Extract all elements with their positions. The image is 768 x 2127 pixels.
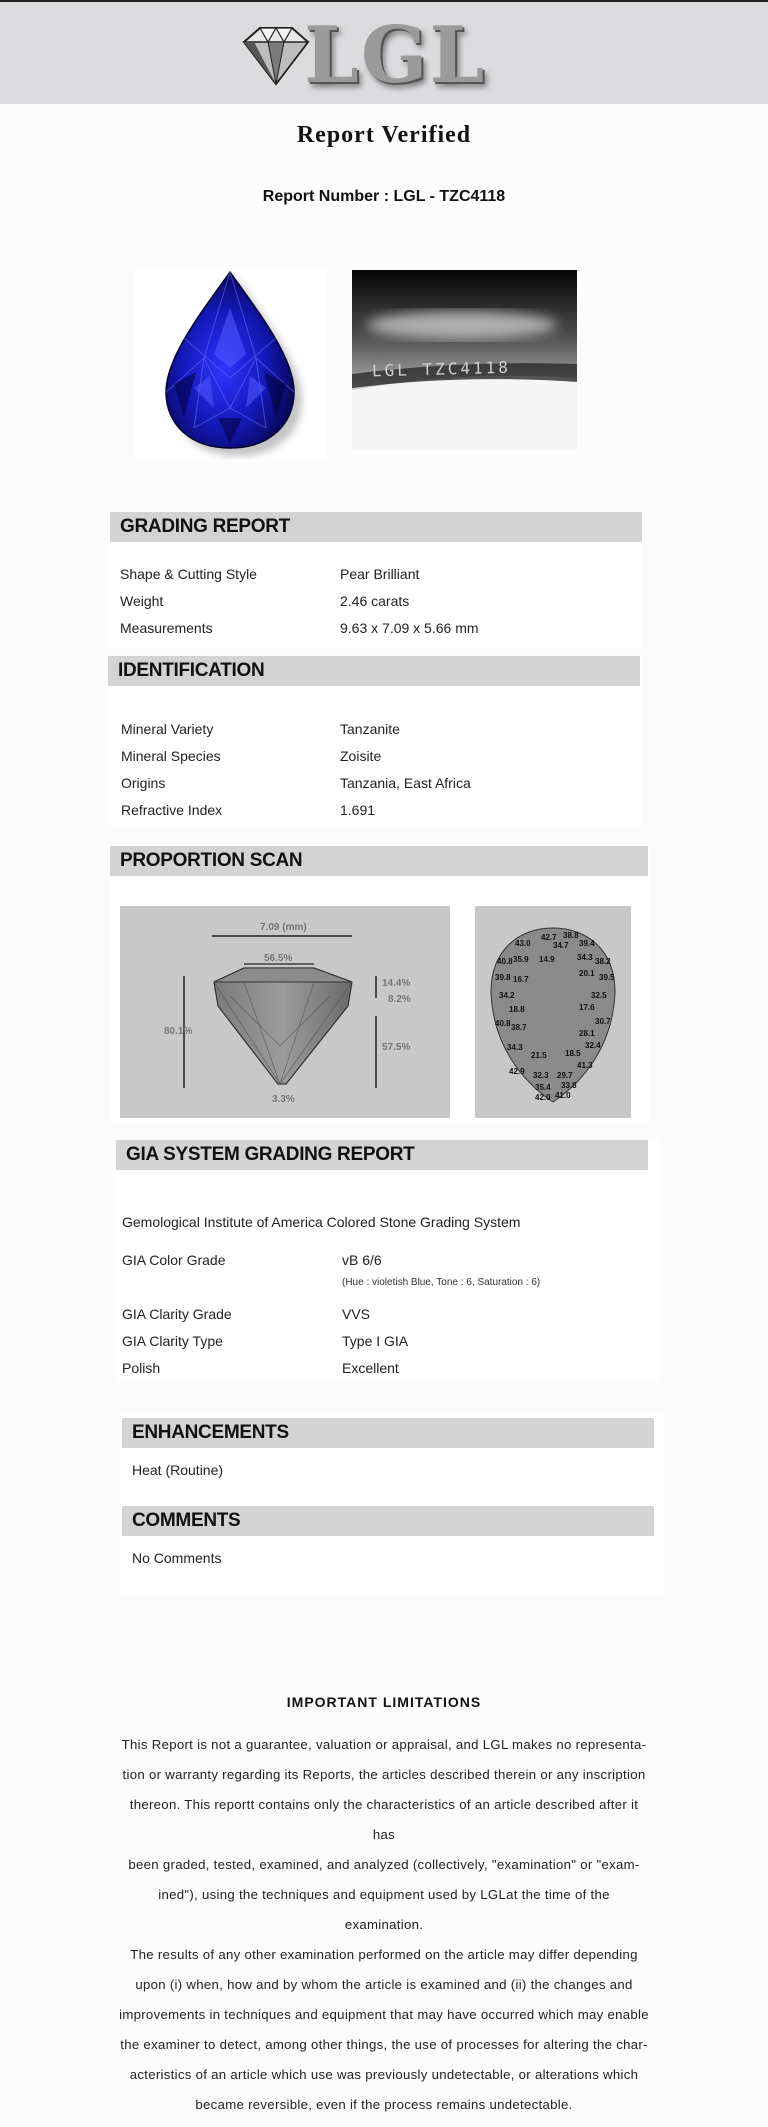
gia-subtitle: Gemological Institute of America Colored Stone Grading System [122, 1214, 521, 1230]
top-view-value: 16.7 [513, 975, 529, 984]
side-profile-diagram [120, 906, 450, 1118]
top-view-value: 30.7 [595, 1017, 611, 1026]
origins-value: Tanzania, East Africa [340, 775, 471, 791]
limitations-line: This Report is not a guarantee, valuation or appraisal, and LGL makes no representa- [121, 1737, 647, 1752]
top-view-value: 29.7 [557, 1071, 573, 1080]
shape-label: Shape & Cutting Style [120, 566, 257, 582]
limitations-heading: IMPORTANT LIMITATIONS [286, 1694, 482, 1710]
clarity-type-value: Type I GIA [342, 1333, 409, 1349]
origins-label: Origins [121, 775, 166, 791]
top-view-value: 41.0 [555, 1091, 571, 1100]
measurements-label: Measurements [120, 620, 213, 636]
top-view-value: 38.8 [563, 931, 579, 940]
top-view-value: 38.2 [595, 957, 611, 966]
top-view-value: 42.0 [535, 1093, 551, 1102]
logo-text: LGL [304, 10, 487, 101]
lgl-logo[interactable] [234, 10, 494, 101]
limitations-line: tion or warranty regarding its Reports, the articles described therein or any inscription [122, 1767, 646, 1782]
top-view-value: 40.8 [497, 957, 513, 966]
color-grade-value: vB 6/6 [342, 1252, 382, 1268]
top-view-value: 35.4 [535, 1083, 551, 1092]
top-view-value: 42.7 [541, 933, 557, 942]
limitations-line: acteristics of an article which use was previously undetectable, or alterations which [129, 2067, 639, 2082]
top-view-value: 20.1 [579, 969, 595, 978]
color-grade-label: GIA Color Grade [122, 1252, 226, 1268]
grading-report-section [108, 512, 642, 648]
grading-report-heading: GRADING REPORT [110, 512, 642, 542]
enhancements-comments-section [120, 1414, 664, 1594]
identification-section [108, 656, 642, 826]
report-number: Report Number : LGL - TZC4118 [262, 188, 506, 205]
limitations-line: The results of any other examination performed on the article may differ depending [130, 1947, 638, 1962]
refractive-index-value: 1.691 [340, 802, 376, 818]
top-view-value: 39.8 [495, 973, 511, 982]
polish-value: Excellent [342, 1360, 399, 1376]
gem-photo [134, 268, 326, 460]
top-view-value: 34.2 [499, 991, 515, 1000]
table-label: 56.5% [264, 953, 293, 964]
comments-text: No Comments [132, 1550, 222, 1566]
top-view-value: 17.6 [579, 1003, 595, 1012]
inscription-text: LGL TZC4118 [371, 357, 512, 381]
measurements-value: 9.63 x 7.09 x 5.66 mm [340, 620, 479, 636]
inscription-photo [352, 270, 577, 450]
header-banner [0, 2, 768, 104]
pavilion-label: 57.5% [382, 1042, 411, 1053]
top-view-value: 14.9 [539, 955, 555, 964]
top-view-value: 39.4 [579, 939, 595, 948]
depth-label: 80.1% [164, 1026, 193, 1037]
top-view-value: 32.4 [585, 1041, 601, 1050]
clarity-grade-label: GIA Clarity Grade [122, 1306, 232, 1322]
top-view-value: 28.1 [579, 1029, 595, 1038]
top-view-value: 39.5 [599, 973, 615, 982]
limitations-line: became reversible, even if the process remains undetectable. [195, 2097, 573, 2112]
proportion-scan-heading: PROPORTION SCAN [110, 846, 648, 876]
limitations-line: thereon. This reportt contains only the characteristics of an article described after it has [129, 1797, 639, 1842]
crown-label: 14.4% [382, 978, 411, 989]
enhancements-heading: ENHANCEMENTS [122, 1418, 654, 1448]
enhancements-text: Heat (Routine) [132, 1462, 224, 1478]
top-view-value: 40.8 [495, 1019, 511, 1028]
identification-heading: IDENTIFICATION [108, 656, 640, 686]
width-label: 7.09 (mm) [260, 922, 307, 933]
top-view-value: 43.0 [515, 939, 531, 948]
top-view-value: 34.3 [577, 953, 593, 962]
top-view-value: 18.8 [509, 1005, 525, 1014]
limitations-line: been graded, tested, examined, and analyzed (collectively, "examination" or "exam- [128, 1857, 640, 1872]
limitations-line: upon (i) when, how and by whom the article is examined and (ii) the changes and [135, 1977, 633, 1992]
refractive-index-label: Refractive Index [121, 802, 223, 818]
top-view-value: 35.9 [513, 955, 529, 964]
clarity-grade-value: VVS [342, 1306, 371, 1322]
top-view-value: 32.3 [533, 1071, 549, 1080]
limitations-line: the examiner to detect, among other things, the use of processes for altering the char- [120, 2037, 648, 2052]
girdle-label: 8.2% [388, 994, 411, 1005]
top-view-value: 21.5 [531, 1051, 547, 1060]
limitations-line: improvements in techniques and equipment that may have occurred which may enable [119, 2007, 649, 2022]
mineral-variety-value: Tanzanite [340, 721, 400, 737]
gia-section [116, 1140, 660, 1380]
top-view-value: 18.5 [565, 1049, 581, 1058]
top-view-value: 41.3 [577, 1061, 593, 1070]
top-view-diagram [475, 906, 631, 1118]
mineral-variety-label: Mineral Variety [121, 721, 214, 737]
limitations-text [118, 1730, 650, 2120]
diamond-icon [234, 20, 314, 90]
weight-value: 2.46 carats [340, 593, 410, 609]
mineral-species-value: Zoisite [340, 748, 382, 764]
culet-label: 3.3% [272, 1094, 295, 1105]
shape-value: Pear Brilliant [340, 566, 420, 582]
weight-label: Weight [120, 593, 164, 609]
top-view-value: 32.5 [591, 991, 607, 1000]
top-view-value: 34.7 [553, 941, 569, 950]
limitations-line: ined"), using the techniques and equipment used by LGLat the time of the examination. [158, 1887, 610, 1932]
color-grade-note: (Hue : violetish Blue, Tone : 6, Saturation : 6) [342, 1277, 541, 1288]
proportion-scan-section [110, 846, 650, 1122]
mineral-species-label: Mineral Species [121, 748, 221, 764]
polish-label: Polish [122, 1360, 161, 1376]
gia-heading: GIA SYSTEM GRADING REPORT [116, 1140, 648, 1170]
page-title: Report Verified [296, 122, 472, 148]
top-view-value: 38.7 [511, 1023, 527, 1032]
top-view-value: 34.3 [507, 1043, 523, 1052]
clarity-type-label: GIA Clarity Type [122, 1333, 223, 1349]
comments-heading: COMMENTS [122, 1506, 654, 1536]
top-view-value: 42.9 [509, 1067, 525, 1076]
top-view-value: 33.8 [561, 1081, 577, 1090]
